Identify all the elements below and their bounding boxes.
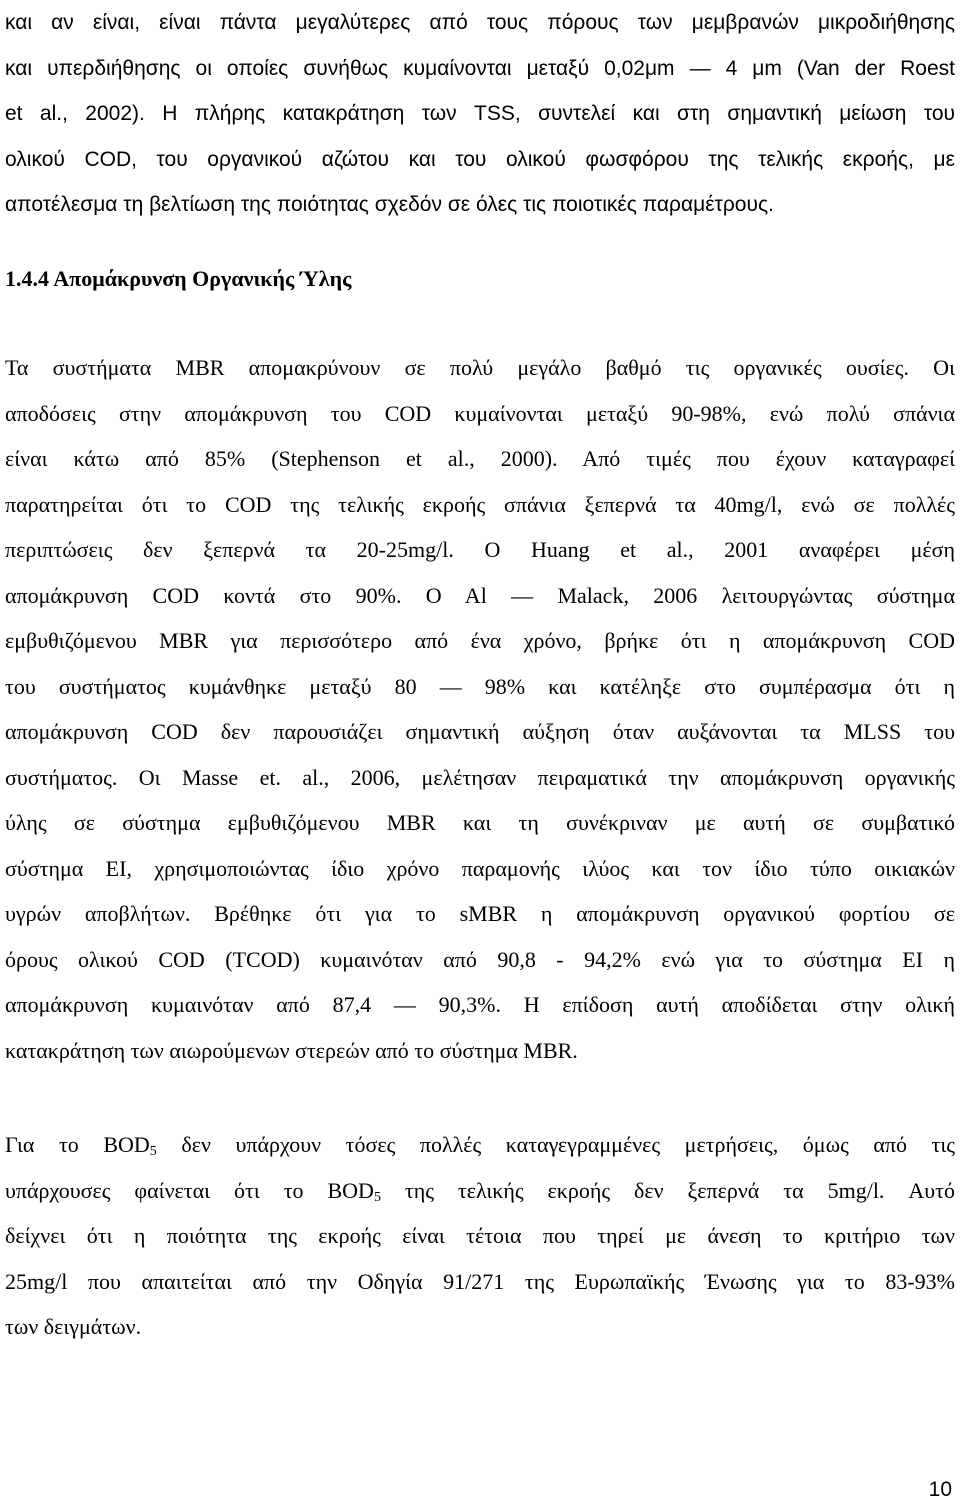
page-number: 10 xyxy=(928,1478,952,1501)
text-line: αποδόσεις στην απομάκρυνση του COD κυμαίνονται μεταξύ 90-98%, ενώ πολύ σπάνια xyxy=(5,400,955,426)
text-line: και αν είναι, είναι πάντα μεγαλύτερες από τους πόρους των μεμβρανών μικροδιήθησης xyxy=(5,11,955,34)
subscript: 5 xyxy=(149,1144,157,1159)
text-line: των δειγμάτων. xyxy=(5,1314,142,1339)
text-segment: δεν υπάρχουν τόσες πολλές καταγεγραμμένες μετρήσεις, όμως από τις xyxy=(156,1132,955,1157)
text-line: δείχνει ότι η ποιότητα της εκροής είναι τέτοια που τηρεί με άνεση το κριτήριο των xyxy=(5,1223,955,1248)
text-line: ύλης σε σύστημα εμβυθιζόμενου MBR και τη συνέκριναν με αυτή σε συμβατικό xyxy=(5,810,955,835)
text-line: περιπτώσεις δεν ξεπερνά τα 20-25mg/l. O Huang et al., 2001 αναφέρει μέση xyxy=(5,537,955,562)
text-segment: της τελικής εκροής δεν ξεπερνά τα 5mg/l. Αυτό xyxy=(380,1177,955,1203)
text-line: αποτέλεσμα τη βελτίωση της ποιότητας σχεδόν σε όλες τις ποιοτικές παραμέτρους. xyxy=(5,193,774,216)
text-line xyxy=(5,1168,955,1214)
text-line: κατακράτηση των αιωρούμενων στερεών από το σύστημα MBR. xyxy=(5,1037,578,1063)
text-line: εμβυθιζόμενου MBR για περισσότερο από ένα χρόνο, βρήκε ότι η απομάκρυνση COD xyxy=(5,628,955,653)
text-line: απομάκρυνση COD κοντά στο 90%. O Al ― Malack, 2006 λειτουργώντας σύστημα xyxy=(5,582,955,608)
text-line: et al., 2002). Η πλήρης κατακράτηση των TSS, συντελεί και στη σημαντική μείωση του xyxy=(5,102,955,125)
text-line: και υπερδιήθησης οι οποίες συνήθως κυμαίνονται μεταξύ 0,02μm ― 4 μm (Van der Roest xyxy=(5,56,955,80)
text-line xyxy=(5,1122,955,1168)
paragraph-organic-removal xyxy=(5,345,955,1073)
text-line: είναι κάτω από 85% (Stephenson et al., 2000). Από τιμές που έχουν καταγραφεί xyxy=(5,446,955,471)
text-line: ολικού COD, του οργανικού αζώτου και του ολικού φωσφόρου της τελικής εκροής, με xyxy=(5,147,955,171)
text-line: απομάκρυνση COD δεν παρουσιάζει σημαντική αύξηση όταν αυξάνονται τα MLSS του xyxy=(5,719,955,744)
text-segment: Για το BOD xyxy=(5,1132,150,1157)
paragraph-bod5 xyxy=(5,1122,955,1350)
section-heading: 1.4.4 Απομάκρυνση Οργανικής Ύλης xyxy=(5,266,352,291)
paragraph-intro xyxy=(5,0,955,228)
text-line: του συστήματος κυμάνθηκε μεταξύ 80 ― 98% και κατέληξε στο συμπέρασμα ότι η xyxy=(5,673,955,699)
text-line: όρους ολικού COD (TCOD) κυμαινόταν από 90,8 - 94,2% ενώ για το σύστημα ΕΙ η xyxy=(5,946,955,972)
text-line: παρατηρείται ότι το COD της τελικής εκροής σπάνια ξεπερνά τα 40mg/l, ενώ σε πολλές xyxy=(5,491,955,517)
text-line: σύστημα ΕΙ, χρησιμοποιώντας ίδιο χρόνο παραμονής ιλύος και τον ίδιο τύπο οικιακών xyxy=(5,855,955,881)
text-segment: υπάρχουσες φαίνεται ότι το BOD xyxy=(5,1177,374,1203)
text-line: Τα συστήματα MBR απομακρύνουν σε πολύ μεγάλο βαθμό τις οργανικές ουσίες. Οι xyxy=(5,355,955,380)
subscript: 5 xyxy=(373,1189,381,1205)
text-line: υγρών αποβλήτων. Βρέθηκε ότι για το sMBR η απομάκρυνση οργανικού φορτίου σε xyxy=(5,901,955,926)
text-line: απομάκρυνση κυμαινόταν από 87,4 ― 90,3%. Η επίδοση αυτή αποδίδεται στην ολική xyxy=(5,992,955,1017)
text-line: 25mg/l που απαιτείται από την Οδηγία 91/271 της Ευρωπαϊκής Ένωσης για το 83-93% xyxy=(5,1268,955,1294)
text-line: συστήματος. Οι Masse et. al., 2006, μελέτησαν πειραματικά την απομάκρυνση οργανικής xyxy=(5,764,955,790)
